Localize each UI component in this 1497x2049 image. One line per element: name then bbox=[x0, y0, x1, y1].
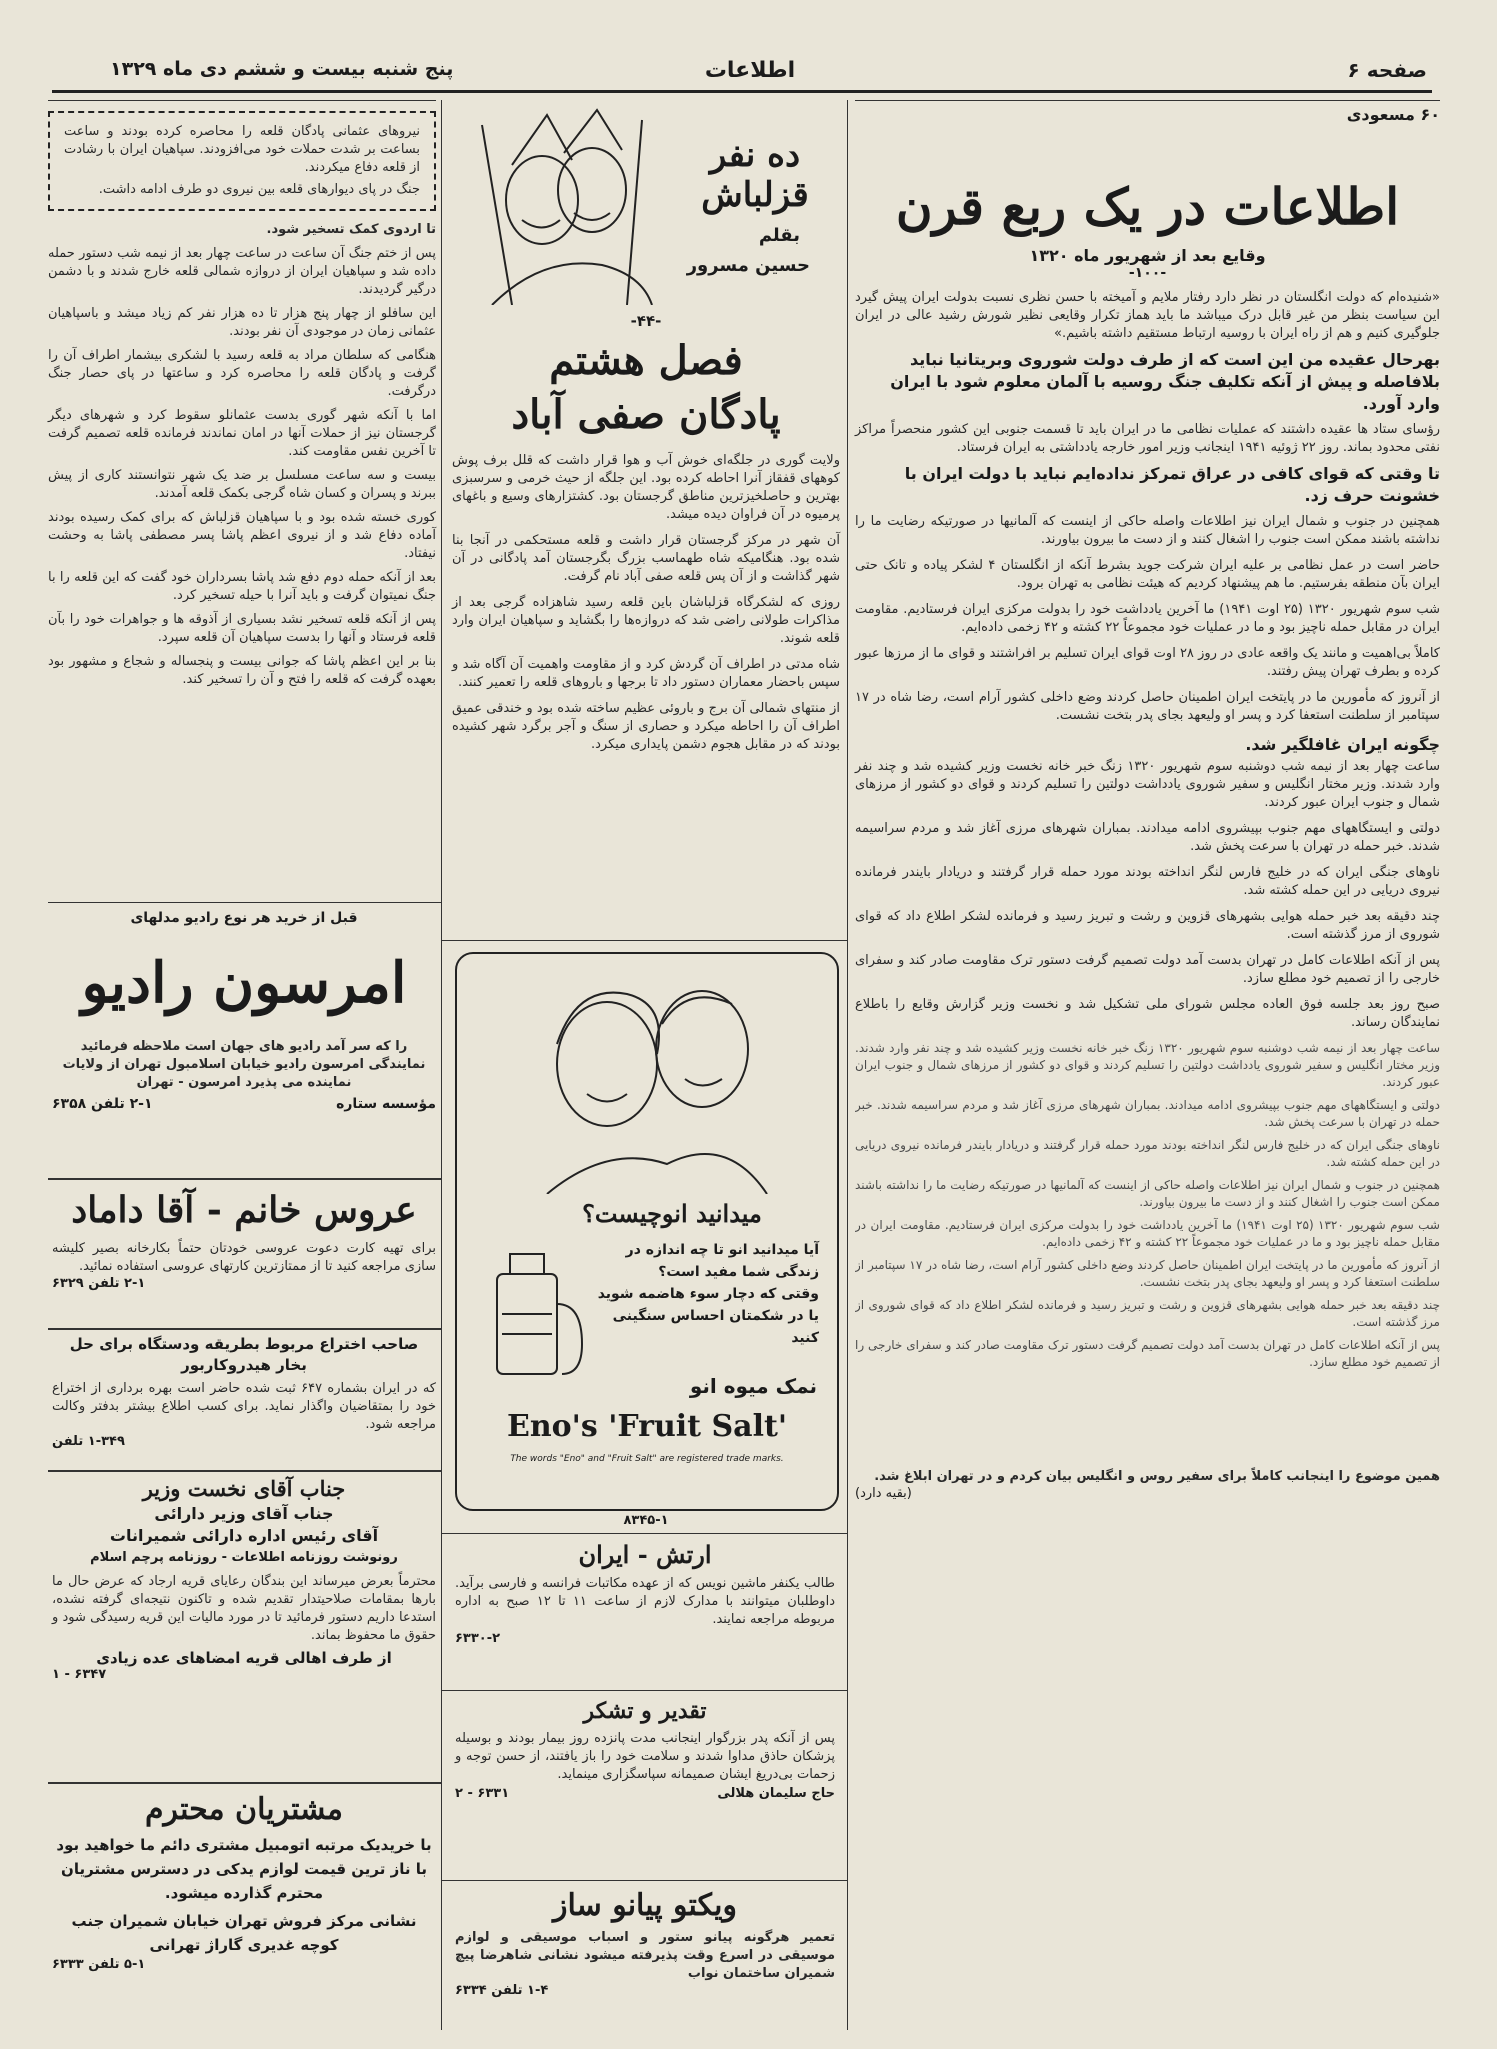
story-title: ده نفر قزلباش bbox=[701, 135, 809, 215]
army-title: ارتش - ایران bbox=[578, 1540, 712, 1569]
issue-date: پنج شنبه بیست و ششم دی ماه ۱۳۲۹ bbox=[110, 58, 454, 80]
col1-filler: ناوهای جنگی ایران که در خلیج فارس لنگر انداخته بودند مورد حمله قرار گرفتند و دریادار بایندر فرمانده نیروی دریایی در این حمله کشته شد. bbox=[855, 1138, 1440, 1169]
col3-paragraph: این سافلو از چهار پنج هزار تا ده هزار نفر کم زیاد میشد و باسپاهیان عثمانی زمان در موجودی آن نفر بودند. bbox=[48, 306, 436, 339]
col3-rule bbox=[48, 1470, 441, 1472]
auto-parts-ad bbox=[52, 1792, 436, 1972]
col1-paragraph: همچنین در جنوب و شمال ایران نیز اطلاعات واصله حاکی از اینست که آلمانیها در صورتیکه رضایت ما را نداشته باشند ممکن است جنوب را اشغال کنند و از دست ما بیرون بیاورند. bbox=[855, 514, 1440, 547]
emerson-title: امرسون رادیو bbox=[81, 950, 407, 1016]
col1-filler: پس از آنکه اطلاعات کامل در تهران بدست آمد دولت تصمیم گرفت دستور ترک مقاومت صادر کند و سفرای خارجی را از تصمیم خود مطلع سازد. bbox=[855, 1338, 1440, 1369]
auto-parts-address: نشانی مرکز فروش تهران خیابان شمیران جنب کوچه غدیری گاراژ تهرانی bbox=[71, 1912, 417, 1954]
eno-line: آیا میدانید انو تا چه اندازه در زندگی شما مفید است؟ bbox=[625, 1242, 819, 1280]
wedding-title: عروس خانم - آقا داماد bbox=[71, 1189, 417, 1231]
letter-signature: از طرف اهالی قریه امضاهای عده زیادی bbox=[96, 1649, 392, 1667]
piano-title: ویکتو پیانو ساز bbox=[553, 1888, 737, 1923]
letter-phone: ۶۳۴۷ - ۱ bbox=[52, 1667, 107, 1682]
page-number: صفحه ۶ bbox=[1347, 58, 1427, 82]
paper-name: اطلاعات bbox=[704, 58, 796, 83]
col1-headline: چگونه ایران غافلگیر شد. bbox=[1245, 735, 1440, 754]
col1-filler: ساعت چهار بعد از نیمه شب دوشنبه سوم شهریور ۱۳۲۰ زنگ خبر خانه نخست وزیر کشیده شد و چند نفر وارد شدند. وزیر مختار انگلیس و سفیر شوروی یادداشت دولتین را تسلیم کردند و قوای دو کشور از مرزهای شمال و جنوب ایران عبور کردند. bbox=[855, 1041, 1440, 1089]
col3-paragraph: بعد از آنکه حمله دوم دفع شد پاشا بسرداران خود گفت که این قلعه را با جنگ نمیتوان گرفت و باید آنرا با حیله تسخیر کرد. bbox=[48, 570, 436, 603]
chapter-title: پادگان صفی آباد bbox=[511, 391, 781, 438]
letter-cc-line: جناب آقای وزیر دارائی bbox=[154, 1504, 334, 1523]
col2-rule bbox=[441, 940, 847, 941]
eno-trademark: The words "Eno" and "Fruit Salt" are registered trade marks. bbox=[510, 1454, 784, 1464]
thanks-footer bbox=[455, 1786, 835, 1801]
auto-parts-phone: ۵-۱ تلفن ۶۳۳۳ bbox=[52, 1957, 146, 1972]
col2-rule bbox=[441, 1690, 847, 1691]
story-paragraph: ولایت گوری در جلگه‌ای خوش آب و هوا قرار داشت که قلل برف پوش کوههای قفقاز آنرا احاطه کرده بود. این جلگه از حیث خرمی و سرسبزی بهترین و حاصلخیزترین مناطق گرجستان بود. کشتزارهای وسیع و باغهای پرمیوه در آن فراوان دیده میشد. bbox=[452, 453, 840, 522]
letter-cc-line: آقای رئیس اداره دارائی شمیرانات bbox=[109, 1526, 379, 1545]
story-part: -۴۴- bbox=[630, 312, 662, 330]
col3-paragraph: هنگامی که سلطان مراد به قلعه رسید با لشکری بیشمار اطراف آن را گرفت و پادگان قلعه را محاصره کرد و ساعتها در پای حصار جنگ درگرفت. bbox=[48, 348, 436, 399]
emerson-intro: قبل از خرید هر نوع رادیو مدلهای bbox=[130, 910, 358, 926]
col3-paragraph: بنا بر این اعظم پاشا که جوانی بیست و پنجساله و شجاع و مشهور بود بعهده گرفت که قلعه را فتح و آن را تسخیر کند. bbox=[48, 654, 436, 687]
col1-paragraph: پس از آنکه اطلاعات کامل در تهران بدست آمد دولت تصمیم گرفت دستور ترک مقاومت صادر کند و سفرای خارجی را از تصمیم خود مطلع سازد. bbox=[855, 953, 1440, 986]
patent-notice bbox=[52, 1334, 436, 1449]
auto-parts-body: با خریدیک مرتبه اتومبیل مشتری دائم ما خواهید بود با ناز ترین قیمت لوازم یدکی در دسترس مشتریان محترم گذارده میشود. bbox=[56, 1836, 432, 1902]
col-divider-1 bbox=[847, 100, 848, 2030]
story-paragraph: شاه مدتی در اطراف آن گردش کرد و از مقاومت واهمیت آن آگاه شد و سپس باحضار معماران دستور داد تا برجها و باروهای قلعه را تعمیر کنند. bbox=[452, 657, 840, 690]
series-title: اطلاعات در یک ربع قرن bbox=[895, 177, 1400, 236]
col3-paragraph: تا اردوی کمک تسخیر شود. bbox=[266, 222, 436, 237]
story-paragraph: آن شهر در مرکز گرجستان قرار داشت و قلعه مستحکمی در آنجا بنا شده بود. هنگامیکه شاه طهماسب بزرگ بگرجستان آمد پادگانی در آن شهر گذاشت و از آن پس قلعه صفی آباد نام گرفت. bbox=[452, 533, 840, 584]
thanks-title: تقدیر و تشکر bbox=[583, 1698, 707, 1724]
thanks-phone: ۶۳۳۱ - ۲ bbox=[455, 1786, 510, 1801]
army-body: طالب یکنفر ماشین نویس که از عهده مکاتبات فرانسه و فارسی برآید. داوطلبان میتوانند با مدارک لازم از ساعت ۱۱ تا ۱۲ صبح به اداره مربوطه مراجعه نمایند. bbox=[455, 1576, 835, 1627]
thanks-body: پس از آنکه پدر بزرگوار اینجانب مدت پانزده روز بیمار بودند و بوسیله پزشکان حاذق مداوا شدند و سلامت خود را باز یافتند، از حسن توجه و زحمات بی‌دریغ ایشان صمیمانه سپاسگزاری مینماید. bbox=[455, 1731, 835, 1782]
col3-rule bbox=[48, 902, 441, 903]
col1-headline: بهرحال عقیده من این است که از طرف دولت شوروی وبریتانیا نباید بلافاصله و پیش از آنکه تکلیف جنگ روسیه با آلمان معلوم شود با ایران وارد آورد. bbox=[890, 350, 1440, 413]
col1-paragraph: چند دقیقه بعد خبر حمله هوایی بشهرهای قزوین و رشت و تبریز رسید و فرمانده لشکر اطلاع داد که قوای شوروی از مرز گذشته است. bbox=[855, 909, 1440, 942]
series-part: -۱۰۰- bbox=[1128, 265, 1167, 281]
col3 bbox=[48, 100, 436, 689]
thanks-sign: حاج سلیمان هلالی bbox=[717, 1786, 835, 1801]
col3-paragraph: پس از آنکه قلعه تسخیر نشد بسیاری از آذوقه ها و جواهرات خود را بآن قلعه فرستاد و آنها را بدست سپاهیان آن قلعه سپرد. bbox=[48, 612, 436, 645]
eno-copy bbox=[589, 1239, 819, 1349]
letter-addressee: جناب آقای نخست وزیر bbox=[142, 1476, 346, 1501]
open-letter bbox=[52, 1476, 436, 1682]
story-body bbox=[452, 312, 840, 754]
col1-paragraph: ناوهای جنگی ایران که در خلیج فارس لنگر انداخته بودند مورد حمله قرار گرفتند و دریادار بایندر فرمانده نیروی دریایی در این حمله کشته شد. bbox=[855, 865, 1440, 898]
thanks-notice bbox=[455, 1698, 835, 1801]
letter-body: محترماً بعرض میرساند این بندگان رعایای قریه ارجاد که عرض حال ما بارها بمقامات صلاحیتدار تقدیم شده و تاکنون نتیجه‌ای گرفته نشده، استدعا داریم دستور فرمائید تا در مورد مالیات این قریه رسیدگی شود و حقوق ما محفوظ بماند. bbox=[52, 1574, 436, 1643]
col3-paragraph: پس از ختم جنگ آن ساعت در ساعت چهار بعد از نیمه شب دستور حمله داده شد و سپاهیان ایران از دروازه شمالی قلعه خارج شدند و با دشمن درگیر گردیدند. bbox=[48, 246, 436, 297]
patent-phone: ۱-۳۴۹ تلفن bbox=[52, 1434, 125, 1449]
author-prefix: بقلم bbox=[758, 225, 800, 246]
wedding-card-ad bbox=[52, 1186, 436, 1291]
col3-rule bbox=[48, 1328, 441, 1330]
story-paragraph: از منتهای شمالی آن برج و باروئی عظیم ساخته شده بود و خندقی عمیق اطراف آن را احاطه میکرد و حصاری از سنگ و آجر برگرد شهر کشیده بودند که در مقابل هجوم دشمن پایداری میکرد. bbox=[452, 701, 840, 752]
story-summary-box bbox=[48, 111, 436, 211]
col1-paragraph: دولتی و ایستگاههای مهم جنوب بپیشروی ادامه میدادند. بمباران شهرهای مرزی آغاز شد و مردم سراسیمه شدند. خبر حمله در تهران با سرعت پخش شد. bbox=[855, 821, 1440, 854]
col3-paragraph: کوری خسته شده بود و با سپاهیان قزلباش که برای کمک رسیده بودند آماده دفاع شد و از نیروی اعظم پاشا پسر مصطفی پاشا به وحشت نیفتاد. bbox=[48, 510, 436, 561]
letter-cc-line: رونوشت روزنامه اطلاعات - روزنامه پرچم اسلام bbox=[90, 1550, 398, 1565]
eno-phone: ۸۳۴۵-۱ bbox=[623, 1513, 669, 1528]
happy-couple-illustration bbox=[517, 964, 777, 1194]
history-series bbox=[855, 100, 1440, 1501]
piano-ad bbox=[455, 1888, 835, 1998]
col1-paragraph: ساعت چهار بعد از نیمه شب دوشنبه سوم شهریور ۱۳۲۰ زنگ خبر خانه نخست وزیر کشیده شد و چند نفر وارد شدند. وزیر مختار انگلیس و سفیر شوروی یادداشت دولتین را تسلیم کردند و قوای دو کشور از مرزهای شمال و جنوب ایران عبور کردند. bbox=[855, 759, 1440, 810]
eno-headline: میدانید انوچیست؟ bbox=[582, 1199, 762, 1228]
col1-paragraph: کاملاً بی‌اهمیت و مانند یک واقعه عادی در روز ۲۸ اوت قوای ایران تسلیم بر افراشتند و قوای ما از مرزها عبور کرده و بطرف تهران پیش رفتند. bbox=[855, 646, 1440, 679]
piano-body: تعمیر هرگونه پیانو ستور و اسباب موسیقی و لوازم موسیقی در اسرع وقت پذیرفته میشود نشانی شاهرضا پیچ شمیران ساختمان نواب bbox=[455, 1930, 835, 1981]
col3-top-rule bbox=[48, 100, 436, 101]
col1-filler: چند دقیقه بعد خبر حمله هوایی بشهرهای قزوین و رشت و تبریز رسید و فرمانده لشکر اطلاع داد که قوای شوروی از مرز گذشته است. bbox=[855, 1298, 1440, 1329]
patent-body: که در ایران بشماره ۶۴۷ ثبت شده حاضر است بهره برداری از اختراع خود را بمتقاضیان واگذار نماید. برای کسب اطلاع بیشتر بدفتر وکالت مراجعه شود. bbox=[52, 1381, 436, 1432]
auto-parts-title: مشتریان محترم bbox=[144, 1792, 344, 1827]
col1-paragraph: از آنروز که مأمورین ما در پایتخت ایران اطمینان حاصل کردند وضع داخلی کشور آرام است، رضا شاه در ۱۷ سپتامبر از سلطنت استعفا کرد و پسر او ولیعهد بجای پدر بتخت نشست. bbox=[855, 690, 1440, 723]
col2-rule bbox=[441, 1880, 847, 1881]
emerson-footer bbox=[52, 1096, 436, 1112]
eno-bottle-icon bbox=[482, 1244, 592, 1384]
col3-rule bbox=[48, 1178, 441, 1180]
army-ad bbox=[455, 1540, 835, 1646]
col1-filler: شب سوم شهریور ۱۳۲۰ (۲۵ اوت ۱۹۴۱) ما آخرین یادداشت خود را بدولت مرکزی ایران فرستادیم. مقاومت ایران در مقابل حمله ناچیز بود و ما در عملیات خود مجموعاً ۲۲ کشته و ۴۲ زخمی داده‌ایم. bbox=[855, 1218, 1440, 1249]
col1-paragraph: شب سوم شهریور ۱۳۲۰ (۲۵ اوت ۱۹۴۱) ما آخرین یادداشت خود را بدولت مرکزی ایران فرستادیم. مقاومت ایران در مقابل حمله ناچیز بود و ما در عملیات خود مجموعاً ۲۲ کشته و ۴۲ زخمی داده‌ایم. bbox=[855, 602, 1440, 635]
col3-paragraph: اما با آنکه شهر گوری بدست عثمانلو سقوط کرد و شهرهای دیگر گرجستان نیز از حملات آنها در امان نماندند فرمانده قلعه تصمیم گرفت تا آخرین نفس مقاومت کند. bbox=[48, 408, 436, 459]
patent-title: صاحب اختراع مربوط بطریقه ودستگاه برای حل بخار هیدروکاربور bbox=[69, 1335, 419, 1374]
chapter-heading: فصل هشتم bbox=[549, 337, 743, 384]
summary-end: جنگ در پای دیوارهای قلعه بین نیروی دو طرف ادامه داشت. bbox=[98, 182, 420, 197]
eno-line: یا در شکمتان احساس سنگینی کنید bbox=[612, 1308, 819, 1346]
wedding-phone: ۲-۱ تلفن ۶۳۲۹ bbox=[52, 1276, 146, 1291]
col2-rule bbox=[441, 1533, 847, 1534]
col3-paragraph: بیست و سه ساعت مسلسل بر ضد یک شهر نتوانستند کاری از پیش ببرند و پسران و کسان شاه گرجی بکمک قلعه آمدند. bbox=[48, 468, 436, 501]
col1-paragraph: حاضر است در عمل نظامی بر علیه ایران شرکت جوید بشرط آنکه از انگلستان ۴ لشکر پیاده و تانک حتی ایران بآن منطقه بفرستیم. ما هم پیشنهاد کردیم که هیئت نظامی به تهران برود. bbox=[855, 558, 1440, 591]
header-rule bbox=[52, 90, 1432, 93]
piano-phone: ۱-۴ تلفن ۶۳۳۴ bbox=[455, 1983, 549, 1998]
eno-product-name: نمک میوه انو bbox=[689, 1374, 817, 1398]
series-subtitle: وقایع بعد از شهریور ماه ۱۳۲۰ bbox=[1029, 246, 1266, 265]
emerson-company: مؤسسه ستاره bbox=[336, 1096, 436, 1112]
col-divider-2 bbox=[441, 100, 442, 2030]
col1-top-rule bbox=[855, 100, 1440, 101]
col1-paragraph: «شنیده‌ام که دولت انگلستان در نظر دارد رفتار ملایم و آمیخته با حسن نظری نسبت بدولت ایران پیش گیرد این سیاست بنظر من غیر قابل درک میباشد ما باید هماز تکرار وقایعی نظیر شورش رشید عالی در ایران جلوگیری کنیم و هم از راه ایران با روسیه ارتباط مستقیم داشته باشیم.» bbox=[855, 290, 1440, 341]
col1-footer: همین موضوع را اینجانب کاملاً برای سفیر روس و انگلیس بیان کردم و در تهران ابلاغ شد. bbox=[874, 1469, 1440, 1484]
eno-brand: Eno's 'Fruit Salt' bbox=[506, 1409, 788, 1444]
series-number: ۶۰ مسعودی bbox=[1346, 105, 1440, 124]
story-author: حسین مسرور bbox=[686, 255, 810, 276]
emerson-phone: ۲-۱ تلفن ۶۳۵۸ bbox=[52, 1096, 153, 1112]
col1-paragraph: صبح روز بعد جلسه فوق العاده مجلس شورای ملی تشکیل شد و نخست وزیر گزارش وقایع را باطلاع نمایندگان رساند. bbox=[855, 997, 1440, 1030]
eno-line: وقتی که دچار سوء هاضمه شوید bbox=[597, 1286, 819, 1302]
col1-filler: همچنین در جنوب و شمال ایران نیز اطلاعات واصله حاکی از اینست که آلمانیها در صورتیکه رضایت ما را نداشته باشند ممکن است جنوب را اشغال کنند و از دست ما بیرون بیاورند. bbox=[855, 1178, 1440, 1209]
col1-paragraph: رؤسای ستاد ها عقیده داشتند که عملیات نظامی ما در ایران باید تا قسمت جنوبی این کشور منحصراً مراکز نفتی محدود بماند. روز ۲۲ ژوئیه ۱۹۴۱ اینجانب وزیر امور خارجه یادداشتی به ایران فرستاد. bbox=[855, 422, 1440, 455]
col3-rule bbox=[48, 1782, 441, 1784]
story-header bbox=[452, 105, 840, 305]
emerson-radio-ad bbox=[52, 910, 436, 1112]
army-phone: ۶۳۳۰-۲ bbox=[455, 1631, 501, 1646]
col1-filler: از آنروز که مأمورین ما در پایتخت ایران اطمینان حاصل کردند وضع داخلی کشور آرام است، رضا شاه در ۱۷ سپتامبر از سلطنت استعفا کرد و پسر او ولیعهد بجای پدر بتخت نشست. bbox=[855, 1258, 1440, 1289]
col1-continued: (بقیه دارد) bbox=[855, 1486, 912, 1501]
summary-text: نیروهای عثمانی پادگان قلعه را محاصره کرده بودند و ساعت بساعت بر شدت حملات خود می‌افزودند. سپاهیان ایران با رشادت از قلعه دفاع میکردند. bbox=[64, 124, 420, 175]
emerson-body: را که سر آمد رادیو های جهان است ملاحظه فرمائید نمایندگی امرسون رادیو خیابان اسلامبول تهران از ولایات نماینده می پذیرد امرسون - تهران bbox=[62, 1039, 426, 1090]
story-paragraph: روزی که لشکرگاه قزلباشان باین قلعه رسید شاهزاده گرجی بعد از مذاکرات طولانی راضی شد که دروازه‌ها را بگشاید و سپاهیان ایران وارد قلعه شوند. bbox=[452, 595, 840, 646]
col1-filler: دولتی و ایستگاههای مهم جنوب بپیشروی ادامه میدادند. بمباران شهرهای مرزی آغاز شد و مردم سراسیمه شدند. خبر حمله در تهران با سرعت پخش شد. bbox=[855, 1098, 1440, 1129]
col1-headline: تا وقتی که قوای کافی در عراق تمرکز نداده‌ایم نباید با دولت ایران با خشونت حرف زد. bbox=[904, 464, 1440, 505]
wedding-body: برای تهیه کارت دعوت عروسی خودتان حتماً بکارخانه بصیر کلیشه سازی مراجعه کنید تا از ممتازترین کارتهای عروسی استفاده نمائید. bbox=[52, 1241, 436, 1274]
eno-fruit-salt-ad bbox=[455, 952, 839, 1511]
letter-cc bbox=[52, 1503, 436, 1569]
col1-text-block bbox=[855, 1040, 1440, 1460]
